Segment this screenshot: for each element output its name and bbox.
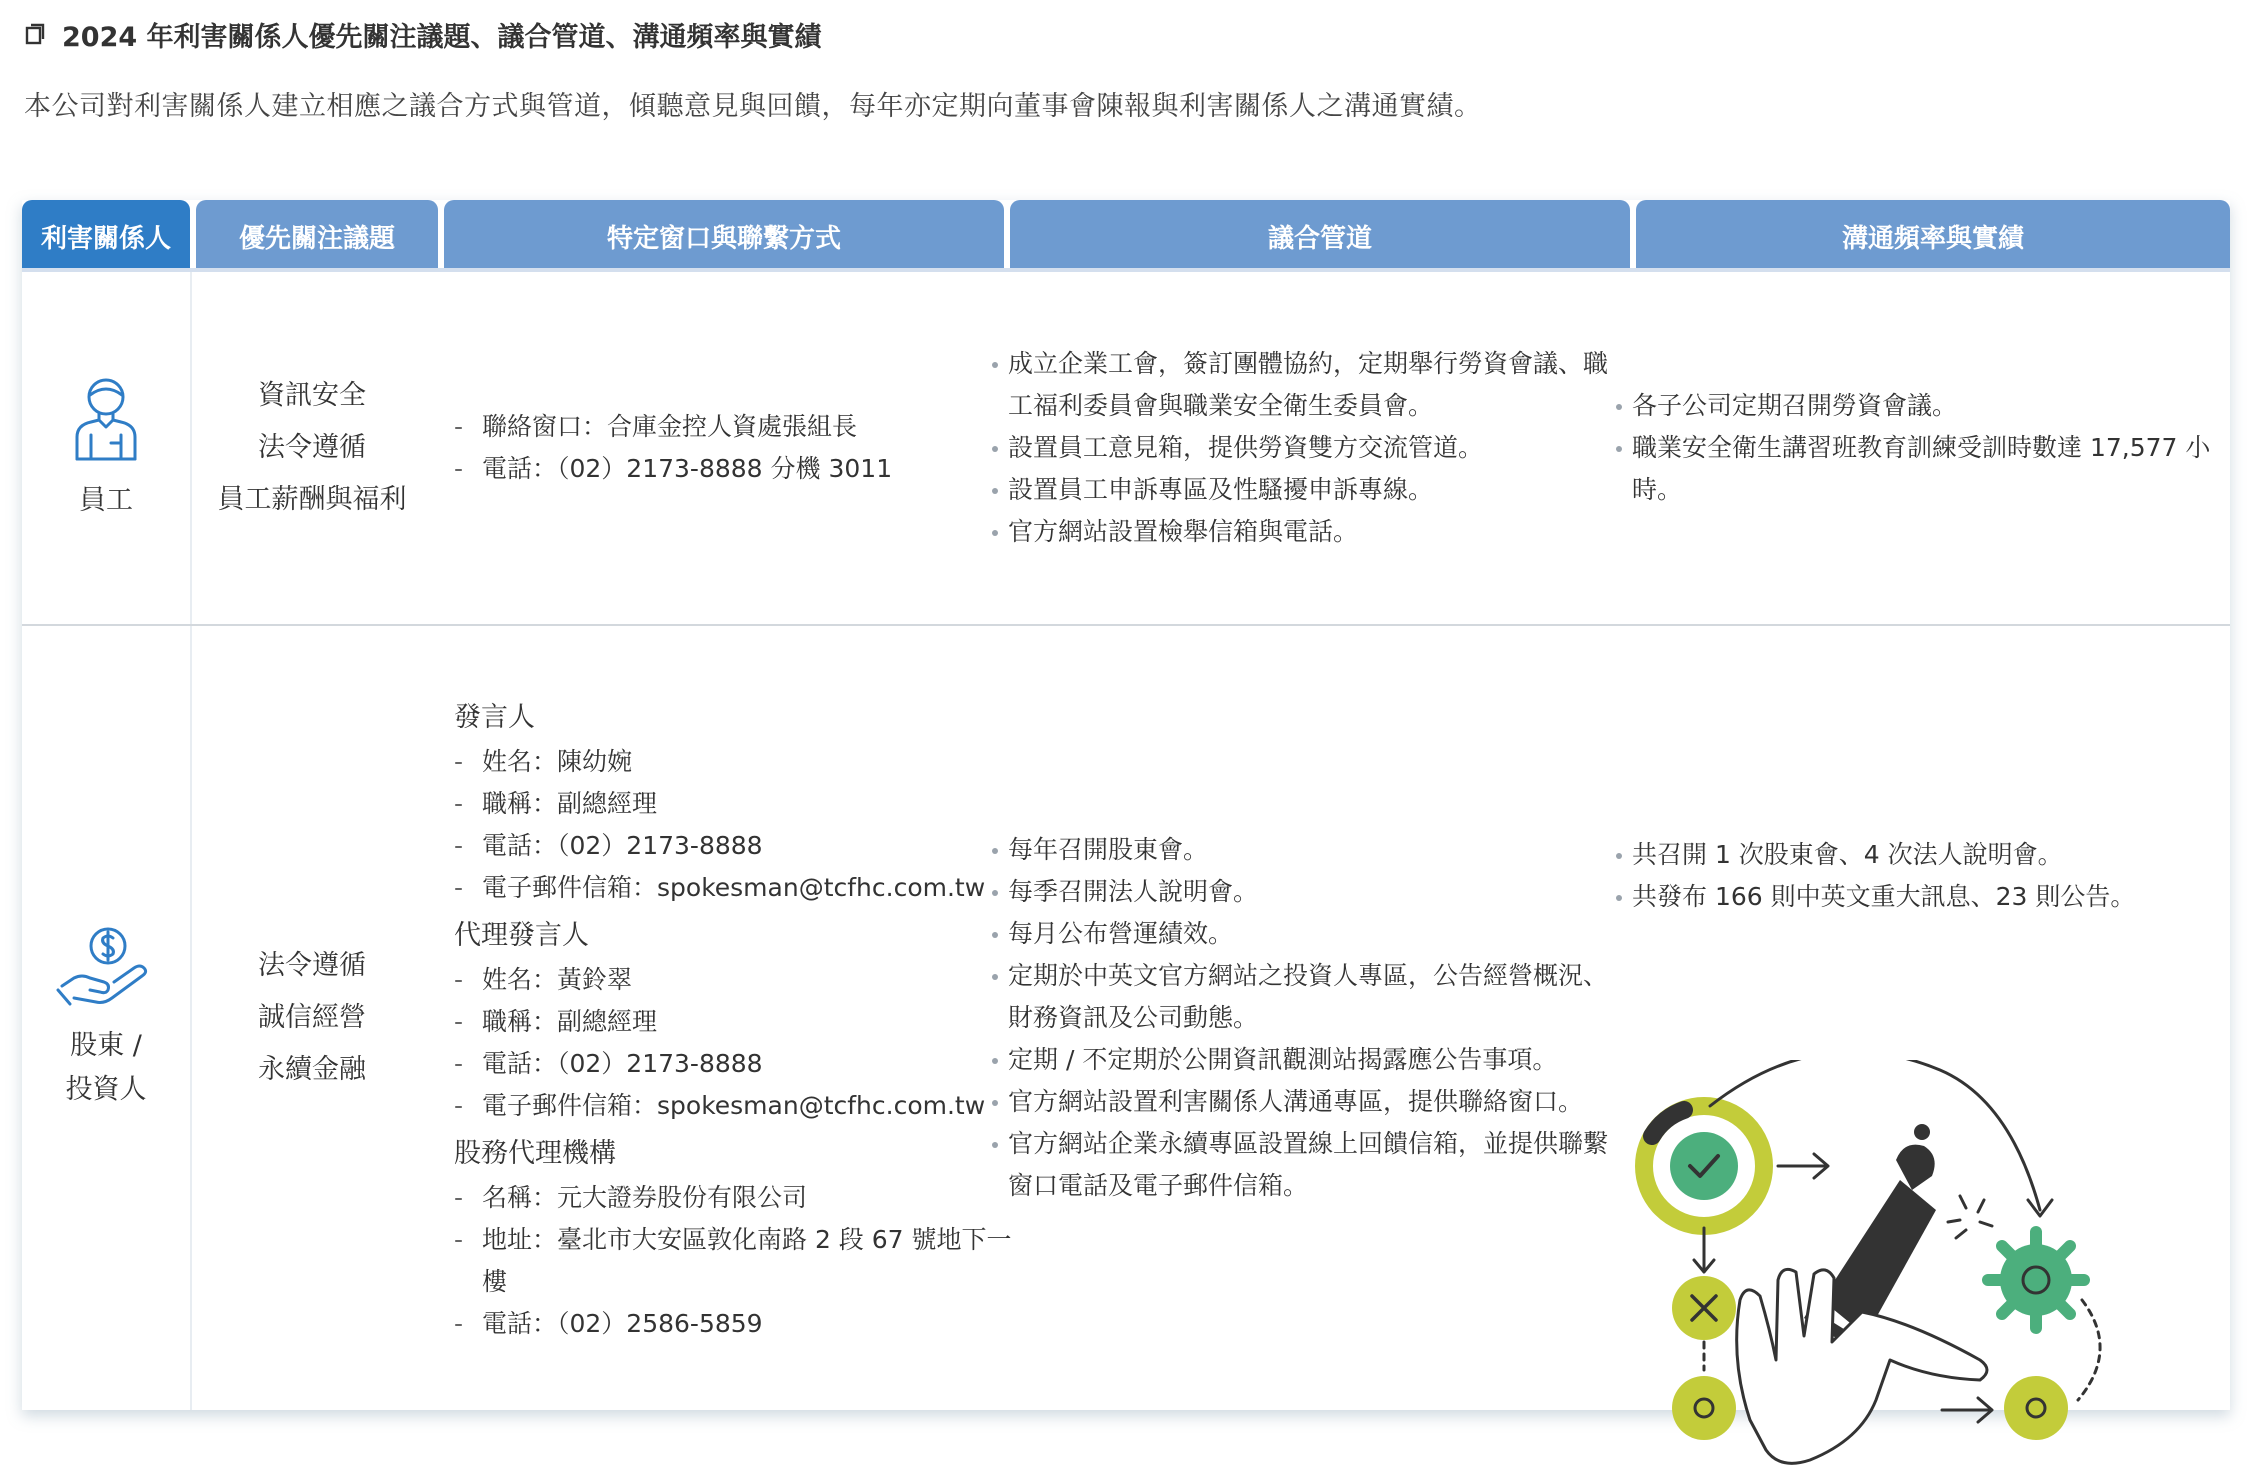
frequency-item: 各子公司定期召開勞資會議。 — [1614, 385, 2234, 427]
contact-item: - 電話：（02）2173-8888 — [454, 825, 1014, 867]
topic-item: 法令遵循 — [258, 432, 366, 463]
frequency-item: 共發布 166 則中英文重大訊息、23 則公告。 — [1614, 876, 2234, 918]
contact-item: - 名稱：元大證券股份有限公司 — [454, 1177, 1014, 1219]
header-channels: 議合管道 — [1010, 200, 1630, 272]
contact-item: - 電子郵件信箱：spokesman@tcfhc.com.tw — [454, 1085, 1014, 1127]
stakeholder-name: 股東 / 投資人 — [65, 1030, 147, 1105]
stakeholder-cell — [22, 272, 192, 624]
contact-group-title: 發言人 — [454, 702, 535, 733]
contact-item: - 電話：（02）2586-5859 — [454, 1303, 1014, 1345]
contacts-cell — [454, 626, 1014, 1410]
contact-item: - 地址：臺北市大安區敦化南路 2 段 67 號地下一樓 — [454, 1219, 1014, 1303]
contact-item: - 電話：（02）2173-8888 分機 3011 — [454, 448, 1014, 490]
stakeholder-name: 員工 — [79, 485, 133, 516]
contact-item: - 姓名：黃鈴翠 — [454, 959, 1014, 1001]
page-title: 2024 年利害關係人優先關注議題、議合管道、溝通頻率與實績 — [62, 21, 822, 53]
contact-group-title: 股務代理機構 — [454, 1138, 616, 1169]
frequency-list — [1614, 385, 2234, 511]
header-topics: 優先關注議題 — [196, 200, 438, 272]
node-circle — [1672, 1376, 1736, 1440]
contact-list — [454, 1177, 1014, 1345]
strategy-illustration — [1600, 1060, 2160, 1480]
contact-item: - 職稱：副總經理 — [454, 1001, 1014, 1043]
channel-list — [990, 829, 1630, 1207]
channels-cell — [990, 272, 1630, 624]
channel-item: 定期於中英文官方網站之投資人專區，公告經營概況、財務資訊及公司動態。 — [990, 955, 1630, 1039]
header-stakeholder: 利害關係人 — [22, 200, 190, 272]
channel-item: 定期 / 不定期於公開資訊觀測站揭露應公告事項。 — [990, 1039, 1630, 1081]
sparkle-icon — [1948, 1196, 1992, 1238]
header-frequency: 溝通頻率與實績 — [1636, 200, 2230, 272]
channel-item: 成立企業工會，簽訂團體協約，定期舉行勞資會議、職工福利委員會與職業安全衛生委員會。 — [990, 343, 1630, 427]
progress-ring-segment — [1652, 1110, 1684, 1136]
arrow-right-icon — [1778, 1154, 1828, 1178]
dashed-arc — [2078, 1300, 2100, 1400]
frequency-item: 職業安全衛生講習班教育訓練受訓時數達 17,577 小時。 — [1614, 427, 2234, 511]
frequency-cell — [1614, 626, 2234, 1126]
contact-item: - 電子郵件信箱：spokesman@tcfhc.com.tw — [454, 867, 1014, 909]
channel-item: 官方網站設置利害關係人溝通專區，提供聯絡窗口。 — [990, 1081, 1630, 1123]
frequency-list — [1614, 834, 2234, 918]
topics-cell — [192, 272, 432, 624]
frequency-item: 共召開 1 次股東會、4 次法人說明會。 — [1614, 834, 2234, 876]
contacts-cell — [454, 272, 1014, 624]
channel-item: 官方網站企業永續專區設置線上回饋信箱，並提供聯繫窗口電話及電子郵件信箱。 — [990, 1123, 1630, 1207]
channel-item: 每年召開股東會。 — [990, 829, 1630, 871]
contact-item: - 職稱：副總經理 — [454, 783, 1014, 825]
channel-list — [990, 343, 1630, 553]
check-circle — [1670, 1132, 1738, 1200]
intro-text: 本公司對利害關係人建立相應之議合方式與管道，傾聽意見與回饋，每年亦定期向董事會陳報與利害關係人之溝通實績。 — [24, 91, 1482, 122]
document-icon — [24, 22, 46, 46]
channel-item: 每季召開法人說明會。 — [990, 871, 1630, 913]
contact-item: - 電話：（02）2173-8888 — [454, 1043, 1014, 1085]
frequency-cell — [1614, 272, 2234, 624]
channel-item: 設置員工申訴專區及性騷擾申訴專線。 — [990, 469, 1630, 511]
header-contacts: 特定窗口與聯繫方式 — [444, 200, 1004, 272]
topic-item: 法令遵循 — [258, 950, 366, 981]
topic-item: 永續金融 — [258, 1054, 366, 1085]
contact-item: - 聯絡窗口：合庫金控人資處張組長 — [454, 406, 1014, 448]
gear-icon — [1988, 1232, 2084, 1328]
stakeholder-cell — [22, 626, 192, 1410]
channel-item: 設置員工意見箱，提供勞資雙方交流管道。 — [990, 427, 1630, 469]
topic-item: 資訊安全 — [258, 380, 366, 411]
topics-cell — [192, 626, 432, 1410]
contact-list — [454, 406, 1014, 490]
channel-item: 官方網站設置檢舉信箱與電話。 — [990, 511, 1630, 553]
channel-item: 每月公布營運績效。 — [990, 913, 1630, 955]
table-row — [22, 272, 2230, 626]
contact-list — [454, 959, 1014, 1127]
channels-cell — [990, 626, 1630, 1410]
arrow-right-icon — [1942, 1398, 1992, 1422]
contact-list — [454, 741, 1014, 909]
contact-group-title: 代理發言人 — [454, 920, 589, 951]
investor-icon — [56, 924, 156, 1010]
contact-item: - 姓名：陳幼婉 — [454, 741, 1014, 783]
node-circle — [2004, 1376, 2068, 1440]
topic-item: 誠信經營 — [258, 1002, 366, 1033]
topic-item: 員工薪酬與福利 — [217, 484, 407, 515]
employee-icon — [63, 373, 149, 465]
section-title-wrap — [24, 14, 822, 54]
